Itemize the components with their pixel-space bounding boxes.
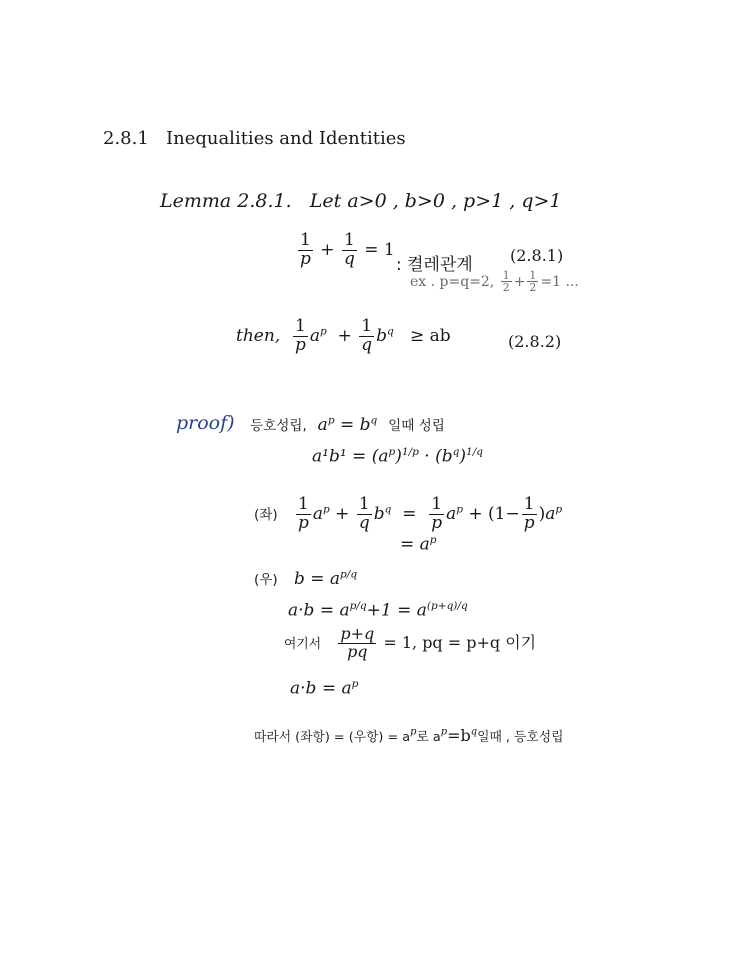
lemma-label: Lemma 2.8.1. [160, 190, 292, 212]
frac-den: 2 [529, 281, 537, 295]
lemma-statement: Let a>0 , b>0 , p>1 , q>1 [309, 190, 562, 212]
lemma-line [160, 190, 562, 212]
fraction-1-over-p: $\frac{1}{p}$ [295, 316, 306, 355]
section-number: 2.8.1 [103, 128, 149, 149]
conclusion-text-2: 로 a [416, 730, 441, 745]
frac-num: 1 [502, 269, 510, 282]
ab-final-text: a·b = a [290, 678, 352, 699]
conclusion-text-3: 일때 , 등호성립 [477, 730, 564, 745]
frac-den: q [343, 248, 355, 269]
section-header [103, 128, 406, 149]
ab-final-line: $a\cdot b = a^p$ [290, 678, 359, 699]
section-title: Inequalities and Identities [165, 128, 406, 149]
equals-one: = 1 [364, 239, 395, 260]
equality-condition-text: 등호성립, [250, 418, 307, 434]
fraction-half [527, 270, 538, 294]
conjugate-note: : 켤레관계 [396, 255, 473, 275]
frac-num: 1 [529, 269, 537, 282]
here-text: 여기서 [284, 636, 322, 652]
fraction-1-over-p [298, 232, 313, 269]
plus-sign: + [320, 239, 335, 260]
holds-when-text: 일때 성립 [388, 418, 445, 434]
ab-text-2: +1 = a [366, 600, 427, 621]
conclusion-line: 따라서 (좌항) = (우항) = $a^p$로 $a^p=b^q$일때 , 등호성립 [254, 726, 564, 745]
conclusion-text: 따라서 (좌항) = (우항) = a [254, 730, 411, 745]
right-label: (우) [254, 572, 278, 588]
equation-2-8-1 [296, 232, 395, 269]
proof-line-1: 등호성립, $a^p = b^q$ 일때 성립 [250, 414, 445, 435]
ab-line: $a\cdot b = a^{p/q}+1 = a^{(p+q)/q}$ [288, 600, 468, 621]
example-tail: =1 ... [540, 273, 579, 290]
geq-ab: ≥ ab [410, 325, 451, 346]
equation-number-2-8-1: (2.8.1) [510, 246, 564, 265]
frac-num: 1 [343, 230, 355, 250]
right-side-line: (우) $b = a^{p/q}$ [254, 568, 358, 589]
frac-den: p [300, 248, 311, 269]
equation-2-8-2: then, $\frac{1}{p}$ $a^p$ + $\frac{1}{q}$ $b^q$ ≥ ab [236, 316, 451, 355]
frac-num: p+q [340, 624, 375, 643]
left-result: = $a^p$ [400, 534, 437, 555]
proof-label: proof) [176, 412, 235, 434]
then-word: then, [236, 325, 281, 346]
frac-den: pq [347, 641, 368, 661]
a1b1-text: a¹b¹ = [312, 446, 372, 467]
plus-sign: + [513, 273, 526, 290]
left-label: (좌) [254, 506, 278, 523]
fraction-1-over-q [342, 232, 357, 269]
equals-sign: = [402, 503, 417, 524]
b-equals-text: b = a [293, 569, 341, 589]
here-line [284, 626, 536, 661]
example-line [410, 270, 579, 294]
equation-number-2-8-2: (2.8.2) [508, 332, 562, 351]
fraction-1-over-q: $\frac{1}{q}$ [361, 316, 373, 355]
example-text: ex . p=q=2, [410, 273, 495, 290]
ab-text: a·b = a [288, 600, 350, 621]
here-tail: = 1, pq = p+q 이기 [383, 632, 537, 652]
left-side-line: (좌) $\frac{1}{p}$ $a^p$ + $\frac{1}{q}$ $b^q$ = $\frac{1}{p}$ $a^p + (1-$ $\frac{1}{p}$ )$a^p$ [254, 494, 563, 533]
frac-num: 1 [300, 230, 311, 250]
frac-den: 2 [502, 281, 510, 295]
left-result-text: = a [400, 534, 430, 555]
fraction-half [501, 270, 512, 294]
proof-line-2: $a^1b^1 = (a^p)^{1/p} \cdot (b^q)^{1/q}$ [312, 446, 483, 467]
